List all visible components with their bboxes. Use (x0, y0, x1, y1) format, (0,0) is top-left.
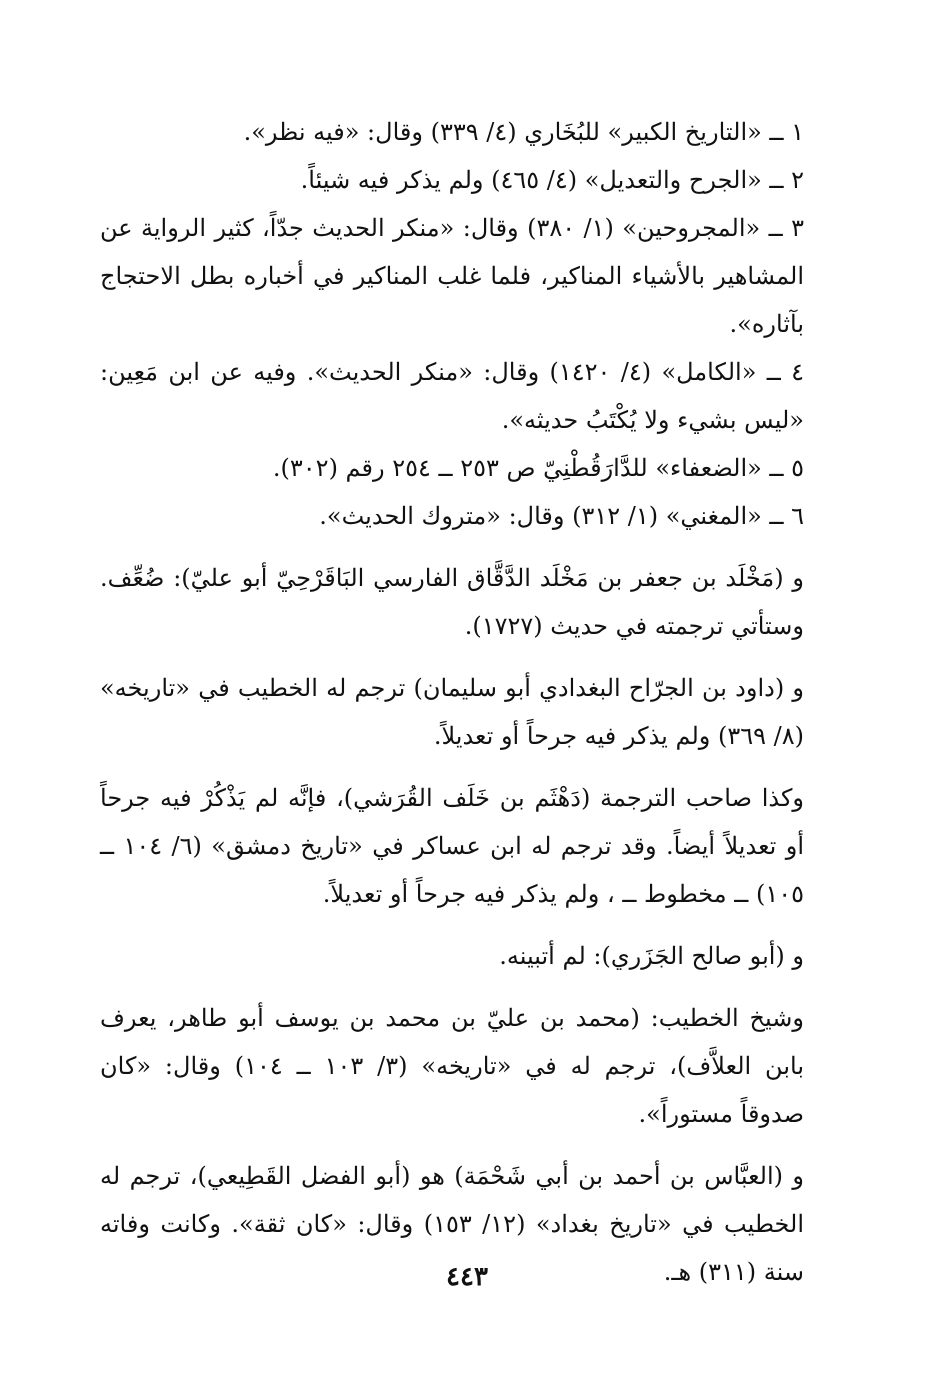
section-gap (100, 540, 844, 554)
footnote-5: ٥ ــ «الضعفاء» للدَّارَقُطْنِيّ ص ٢٥٣ ــ ٢٥٤ رقم (٣٠٢). (272, 454, 804, 482)
paragraph-gap (100, 980, 844, 994)
page-number: ٤٤٣ (446, 1262, 488, 1292)
footnote-2: ٢ ــ «الجرح والتعديل» (٤/ ٤٦٥) ولم يذكر فيه شيئاً. (300, 166, 804, 194)
paragraph-dahtham: وكذا صاحب الترجمة (دَهْثَم بن خَلَف القُرَشي)، فإنَّه لم يَذْكُرْ فيه جرحاً أو تعديلاً أيضاً. وقد ترجم له ابن عساكر في «تاريخ دمشق» (٦/ ١٠٤ ــ ١٠٥) ــ مخطوط ــ ، ولم يذكر فيه جرحاً أو تعديلاً. (100, 784, 804, 908)
paragraph-gap (100, 1138, 844, 1152)
footnote-1: ١ ــ «التاريخ الكبير» للبُخَاري (٤/ ٣٣٩) وقال: «فيه نظر». (243, 118, 804, 146)
paragraph-sheikh-khatib: وشيخ الخطيب: (محمد بن عليّ بن محمد بن يوسف أبو طاهر، يعرف بابن العلاَّف)، ترجم له في «تاريخه» (٣/ ١٠٣ ــ ١٠٤) وقال: «كان صدوقاً مستوراً». (100, 1004, 804, 1128)
paragraph-gap (100, 760, 844, 774)
paragraph-abu-salih: و (أبو صالح الجَزَري): لم أتبينه. (499, 942, 804, 970)
paragraph-dawud: و (داود بن الجرّاح البغدادي أبو سليمان) ترجم له الخطيب في «تاريخه» (٨/ ٣٦٩) ولم يذكر فيه جرحاً أو تعديلاً. (100, 674, 804, 750)
paragraph-abbas: و (العبَّاس بن أحمد بن أبي شَحْمَة) هو (أبو الفضل القَطِيعي)، ترجم له الخطيب في «تاريخ بغداد» (١٢/ ١٥٣) وقال: «كان ثقة». وكانت وفاته سنة (٣١١) هـ. (100, 1162, 805, 1286)
footnotes-block (100, 108, 844, 1296)
footnote-3: ٣ ــ «المجروحين» (١/ ٣٨٠) وقال: «منكر الحديث جدّاً، كثير الرواية عن المشاهير بالأشياء المناكير، فلما غلب المناكير في أخباره بطل الاحتجاج بآثاره». (100, 214, 804, 338)
paragraph-makhlad: و (مَخْلَد بن جعفر بن مَخْلَد الدَّقَّاق الفارسي البَاقَرْحِيّ أبو عليّ): ضُعِّف. وستأتي ترجمته في حديث (١٧٢٧). (100, 564, 804, 640)
paragraph-gap (100, 918, 844, 932)
footnote-6: ٦ ــ «المغني» (١/ ٣١٢) وقال: «متروك الحديث». (319, 502, 804, 530)
footnote-4: ٤ ــ «الكامل» (٤/ ١٤٢٠) وقال: «منكر الحديث». وفيه عن ابن مَعِين: «ليس بشيء ولا يُكْتَبُ حديثه». (100, 358, 804, 434)
paragraph-gap (100, 650, 844, 664)
